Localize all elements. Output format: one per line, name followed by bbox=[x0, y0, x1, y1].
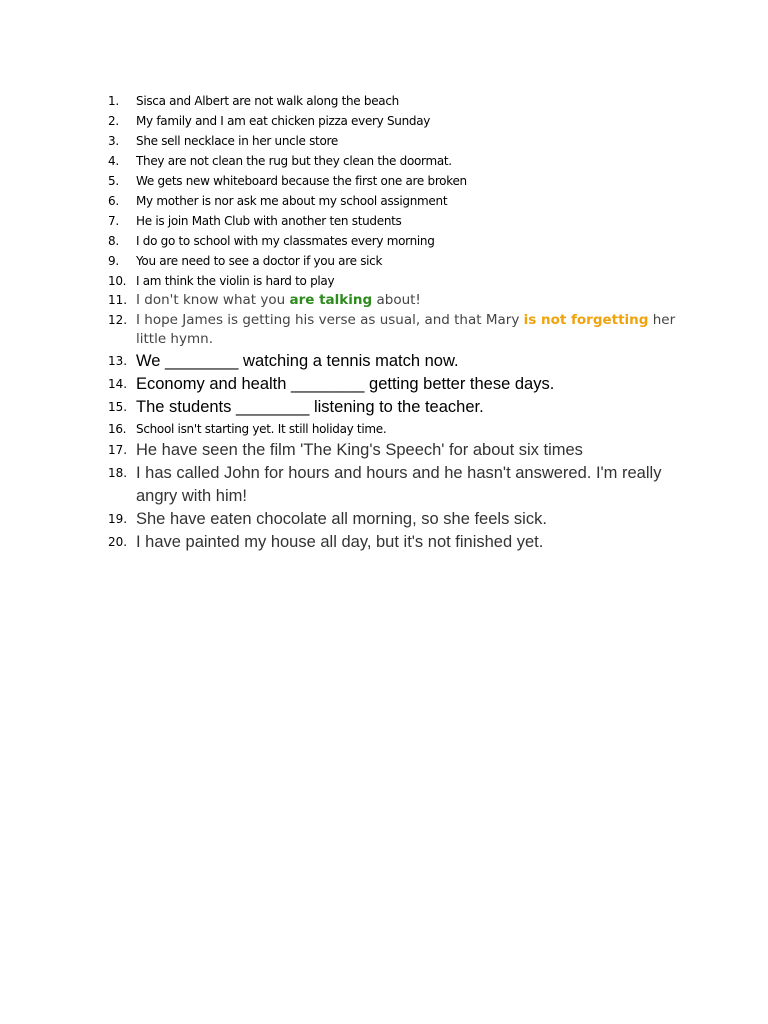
text-before: I don't know what you bbox=[136, 292, 290, 308]
item-number: 11. bbox=[108, 293, 128, 307]
item-text: I have painted my house all day, but it's not finished yet. bbox=[136, 532, 544, 551]
item-number: 12. bbox=[108, 312, 128, 327]
item-text: My mother is nor ask me about my school assignment bbox=[136, 194, 448, 208]
item-text bbox=[136, 311, 688, 350]
item-text: He have seen the film 'The King's Speech' for about six times bbox=[136, 440, 583, 459]
list-item bbox=[108, 151, 688, 171]
list-item bbox=[108, 311, 688, 350]
list-item bbox=[108, 419, 688, 439]
list-item bbox=[108, 231, 688, 251]
list-item bbox=[108, 271, 688, 291]
item-text: They are not clean the rug but they clean the doormat. bbox=[136, 154, 452, 168]
text-after: her little hymn. bbox=[136, 311, 676, 347]
list-item bbox=[108, 131, 688, 151]
item-number: 3. bbox=[108, 134, 119, 148]
item-number: 13. bbox=[108, 353, 128, 368]
item-text bbox=[136, 291, 688, 311]
highlight-orange: is not forgetting bbox=[523, 311, 649, 328]
list-item bbox=[108, 531, 688, 554]
item-text: She have eaten chocolate all morning, so she feels sick. bbox=[136, 509, 547, 528]
item-text: We ________ watching a tennis match now. bbox=[136, 351, 459, 370]
item-number: 8. bbox=[108, 234, 119, 248]
item-number: 9. bbox=[108, 254, 119, 268]
list-item bbox=[108, 396, 688, 419]
item-number: 17. bbox=[108, 442, 128, 457]
item-number: 18. bbox=[108, 465, 128, 480]
item-text: Sisca and Albert are not walk along the beach bbox=[136, 94, 399, 108]
item-text: Economy and health ________ getting better these days. bbox=[136, 374, 555, 393]
item-number: 2. bbox=[108, 114, 119, 128]
item-text: We gets new whiteboard because the first one are broken bbox=[136, 174, 467, 188]
item-number: 10. bbox=[108, 274, 127, 288]
item-text: He is join Math Club with another ten students bbox=[136, 214, 402, 228]
item-number: 14. bbox=[108, 376, 128, 391]
item-number: 4. bbox=[108, 154, 119, 168]
item-text: School isn't starting yet. It still holiday time. bbox=[136, 421, 387, 436]
item-number: 20. bbox=[108, 534, 128, 549]
list-item bbox=[108, 171, 688, 191]
list-item bbox=[108, 291, 688, 311]
list-item bbox=[108, 350, 688, 373]
text-after: about! bbox=[372, 292, 421, 308]
item-number: 19. bbox=[108, 511, 128, 526]
item-number: 5. bbox=[108, 174, 119, 188]
text-before: I hope James is getting his verse as usual, and that Mary bbox=[136, 311, 524, 328]
exercise-list bbox=[108, 91, 688, 554]
list-item bbox=[108, 111, 688, 131]
list-item bbox=[108, 439, 688, 462]
item-text: You are need to see a doctor if you are sick bbox=[136, 254, 383, 268]
item-number: 7. bbox=[108, 214, 119, 228]
item-text: She sell necklace in her uncle store bbox=[136, 134, 338, 148]
highlight-green: are talking bbox=[289, 292, 373, 308]
list-item bbox=[108, 191, 688, 211]
item-text: My family and I am eat chicken pizza every Sunday bbox=[136, 114, 431, 128]
list-item bbox=[108, 373, 688, 396]
item-text: The students ________ listening to the teacher. bbox=[136, 397, 484, 416]
item-number: 15. bbox=[108, 399, 128, 414]
list-item bbox=[108, 211, 688, 231]
item-text: I do go to school with my classmates every morning bbox=[136, 234, 435, 248]
list-item bbox=[108, 251, 688, 271]
item-number: 1. bbox=[108, 94, 119, 108]
list-item bbox=[108, 91, 688, 111]
item-number: 6. bbox=[108, 194, 119, 208]
item-text: I has called John for hours and hours and he hasn't answered. I'm really angry with him! bbox=[136, 463, 662, 505]
item-number: 16. bbox=[108, 421, 127, 436]
item-text: I am think the violin is hard to play bbox=[136, 274, 335, 288]
list-item bbox=[108, 508, 688, 531]
list-item bbox=[108, 462, 688, 508]
